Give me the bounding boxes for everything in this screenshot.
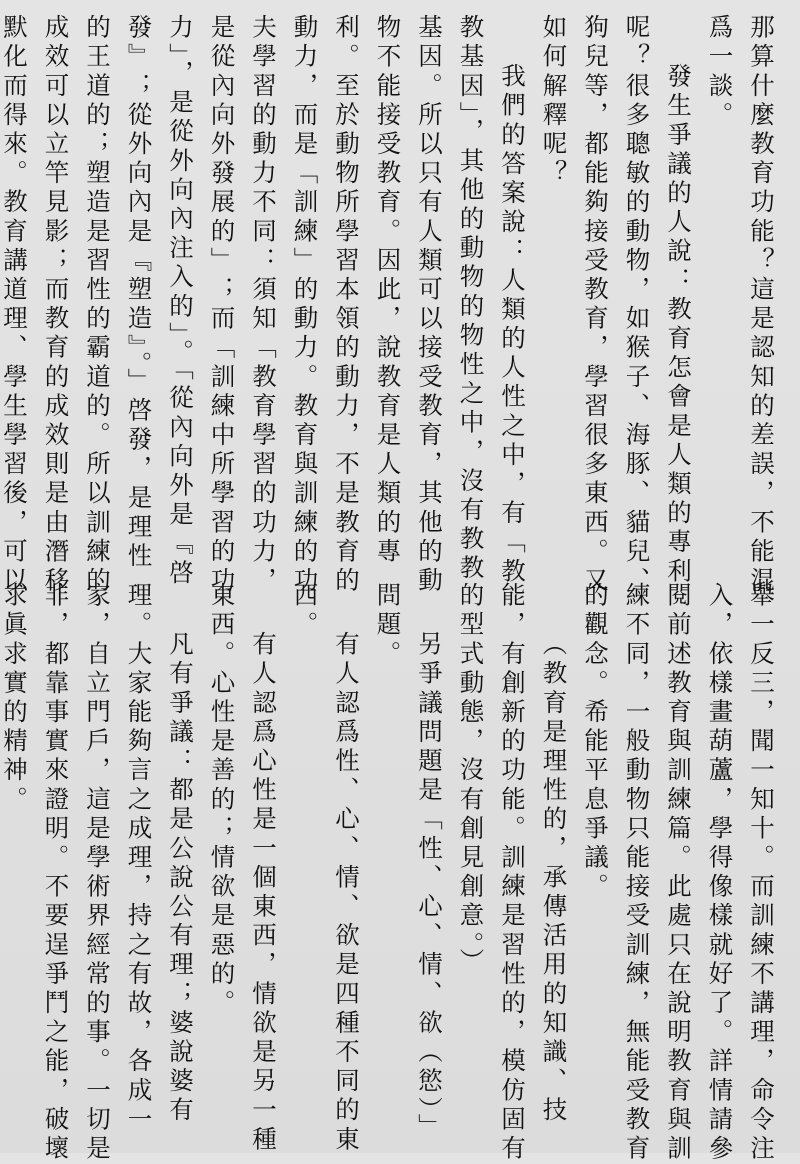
text-column: 另爭議問題是「性、心、情、欲（慾）」	[415, 631, 444, 1143]
text-column: 理。大家能夠言之成理，持之有故，各成一	[124, 582, 154, 1135]
text-column: 求眞求實的精神。	[0, 582, 29, 815]
text-column: 非，都靠事實來證明。不要逞爭鬥之能，破壞	[41, 582, 71, 1164]
text-column: 問題。	[373, 582, 403, 670]
text-column: 有人認爲性、心、情、欲是四種不同的東	[332, 631, 361, 1155]
text-column: 入，依樣畫葫蘆，學得像樣就好了。詳情請參	[705, 582, 735, 1164]
text-column: 動力，而是「訓練」的動力。教育與訓練的功	[290, 14, 320, 596]
text-column: 的觀念。希能平息爭議。	[581, 582, 610, 903]
text-column: 能，有創新的功能。訓練是習性的，模仿固有	[498, 582, 527, 1164]
text-column: 閱前述教育與訓練篇。此處只在說明教育與訓	[664, 582, 693, 1164]
text-column: 夫學習的動力不同：須知「教育學習的功力，	[249, 14, 278, 596]
text-column: 舉一反三，聞一知十。而訓練不講理，命令注	[747, 582, 776, 1164]
text-column: 基因。所以只有人類可以接受教育，其他的動	[415, 14, 444, 596]
text-column: 呢？很多聰敏的動物，如猴子、海豚、貓兒、	[622, 14, 652, 596]
text-column: 教基因」，其他的動物的物性之中，沒有教教	[456, 14, 486, 584]
text-column: 物不能接受教育。因此，說教育是人類的專	[373, 14, 403, 567]
lower-text-block	[0, 582, 782, 1164]
text-column: 利。至於動物所學習本領的動力，不是教育的	[332, 14, 361, 596]
text-column: 凡有爭議：都是公說公有理；婆說婆有	[166, 631, 195, 1126]
upper-text-block	[0, 14, 782, 596]
text-column: 那算什麼教育功能？這是認知的差誤，不能混	[747, 14, 776, 596]
text-column: 西。	[290, 582, 320, 641]
text-column: 默化而得來。教育講道理、學生學習後，可以	[0, 14, 29, 596]
text-column: 力」，是從外向內注入的」。「從內向外是『啓	[166, 14, 195, 589]
text-column: （教育是理性的，承傳活用的知識、技	[539, 631, 569, 1126]
text-column: 成效可以立竿見影；而教育的成效則是由潛移	[41, 14, 71, 596]
text-column: 的型式動態，沒有創見創意。）	[456, 582, 486, 978]
text-column: 發生爭議的人說：教育怎會是人類的專利	[664, 63, 693, 587]
text-column: 如何解釋呢？	[539, 14, 569, 189]
text-column: 有人認爲心性是一個東西，情欲是另一種	[249, 631, 278, 1155]
text-column: 的王道的；塑造是習性的霸道的。所以訓練的	[83, 14, 112, 596]
text-column: 是從內向外發展的」；而「訓練中所學習的功	[207, 14, 237, 596]
text-column: 爲一談。	[705, 14, 735, 131]
text-column: 發』；從外向內是『塑造』。」啓發，是理性	[124, 14, 154, 572]
text-column: 練不同，一般動物只能接受訓練，無能受教育	[622, 582, 652, 1164]
text-column: 家，自立門戶，這是學術界經常的事。一切是	[83, 582, 112, 1164]
text-column: 狗兒等，都能夠接受教育，學習很多東西。又	[581, 14, 610, 596]
text-column: 東西。心性是善的；情欲是惡的。	[207, 582, 237, 1019]
text-column: 我們的答案說：人類的人性之中，有「教	[498, 63, 527, 587]
